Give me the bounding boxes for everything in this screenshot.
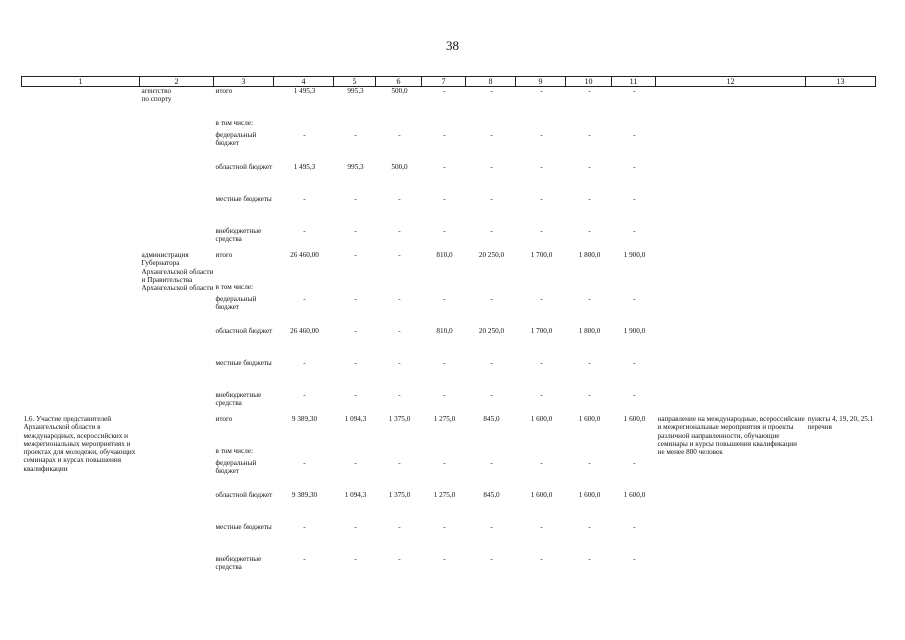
value-cell: - — [540, 359, 543, 367]
value-cell: - — [443, 391, 446, 399]
value-cell: 1 700,0 — [530, 251, 553, 259]
value-cell: 1 900,0 — [623, 251, 646, 259]
value-cell: 1 600,0 — [530, 491, 553, 499]
funding-source-cell: местные бюджеты — [215, 523, 272, 531]
funding-source-cell: в том числе: — [215, 283, 253, 291]
value-cell: - — [633, 87, 636, 95]
value-cell: - — [443, 459, 446, 467]
table-header — [22, 77, 876, 87]
funding-source-cell: внебюджетные средства — [215, 227, 262, 244]
value-cell: - — [633, 227, 636, 235]
value-cell: 995,3 — [347, 163, 364, 171]
value-cell: 500,0 — [391, 87, 408, 95]
value-cell: 1 275,0 — [433, 491, 456, 499]
value-cell: - — [303, 131, 306, 139]
value-cell — [566, 447, 612, 459]
column-number: 12 — [656, 77, 806, 87]
value-cell: 995,3 — [347, 87, 364, 95]
value-cell: - — [398, 523, 401, 531]
value-cell: - — [443, 359, 446, 367]
value-cell: - — [303, 359, 306, 367]
value-cell: - — [540, 195, 543, 203]
value-cell: 845,0 — [483, 415, 500, 423]
result-cell — [656, 251, 806, 415]
value-cell: - — [443, 295, 446, 303]
funding-source-cell: федеральный бюджет — [215, 295, 257, 312]
reference-cell — [806, 251, 876, 415]
value-cell: - — [633, 195, 636, 203]
value-cell: - — [443, 163, 446, 171]
value-cell — [334, 283, 376, 295]
value-cell: - — [490, 523, 493, 531]
result-cell — [656, 87, 806, 252]
funding-source-cell: местные бюджеты — [215, 195, 272, 203]
table-row — [22, 415, 876, 447]
column-number: 13 — [806, 77, 876, 87]
value-cell: 1 375,0 — [388, 491, 411, 499]
value-cell: 1 600,0 — [530, 415, 553, 423]
value-cell: 1 375,0 — [388, 415, 411, 423]
value-cell: - — [303, 227, 306, 235]
value-cell: - — [398, 251, 401, 259]
value-cell: - — [398, 295, 401, 303]
executor-cell — [140, 415, 214, 579]
value-cell: - — [443, 555, 446, 563]
value-cell: - — [490, 295, 493, 303]
column-number: 11 — [612, 77, 656, 87]
value-cell: - — [443, 227, 446, 235]
value-cell: - — [540, 295, 543, 303]
value-cell: - — [398, 195, 401, 203]
funding-source-cell: внебюджетные средства — [215, 391, 262, 408]
value-cell — [334, 447, 376, 459]
funding-source-cell: областной бюджет — [215, 327, 273, 335]
value-cell: 1 600,0 — [623, 415, 646, 423]
value-cell: - — [303, 523, 306, 531]
value-cell: - — [443, 87, 446, 95]
value-cell — [566, 283, 612, 295]
value-cell — [466, 283, 516, 295]
value-cell: - — [633, 555, 636, 563]
column-number: 3 — [214, 77, 274, 87]
value-cell: 810,0 — [436, 251, 453, 259]
value-cell: - — [490, 359, 493, 367]
value-cell: - — [354, 459, 357, 467]
value-cell — [516, 283, 566, 295]
value-cell: - — [354, 359, 357, 367]
value-cell: - — [354, 131, 357, 139]
value-cell — [334, 119, 376, 131]
value-cell: 1 094,3 — [344, 415, 367, 423]
value-cell: - — [588, 555, 591, 563]
value-cell: - — [633, 359, 636, 367]
value-cell: - — [443, 195, 446, 203]
value-cell — [376, 283, 422, 295]
value-cell: - — [398, 327, 401, 335]
value-cell: - — [303, 459, 306, 467]
value-cell: 20 250,0 — [478, 251, 505, 259]
table-body — [22, 87, 876, 580]
value-cell — [422, 447, 466, 459]
value-cell: 1 900,0 — [623, 327, 646, 335]
value-cell: 1 094,3 — [344, 491, 367, 499]
value-cell: - — [588, 523, 591, 531]
value-cell: - — [588, 227, 591, 235]
value-cell — [516, 447, 566, 459]
value-cell: 810,0 — [436, 327, 453, 335]
value-cell — [274, 283, 334, 295]
value-cell: - — [540, 227, 543, 235]
value-cell — [422, 119, 466, 131]
reference-cell: пункты 4, 19, 20, 25.1 перечня — [807, 415, 874, 432]
column-number: 4 — [274, 77, 334, 87]
value-cell — [274, 119, 334, 131]
value-cell — [612, 119, 656, 131]
value-cell: - — [588, 195, 591, 203]
funding-source-cell: в том числе: — [215, 447, 253, 455]
value-cell: - — [354, 555, 357, 563]
value-cell: - — [303, 195, 306, 203]
value-cell: 1 495,3 — [293, 163, 316, 171]
table-row — [22, 251, 876, 283]
value-cell: - — [398, 555, 401, 563]
funding-source-cell: в том числе: — [215, 119, 253, 127]
value-cell: - — [633, 523, 636, 531]
reference-cell — [806, 87, 876, 252]
value-cell: 1 600,0 — [578, 491, 601, 499]
table-row — [22, 87, 876, 120]
funding-source-cell: итого — [215, 87, 233, 95]
value-cell: 20 250,0 — [478, 327, 505, 335]
funding-source-cell: федеральный бюджет — [215, 459, 257, 476]
column-number: 5 — [334, 77, 376, 87]
funding-source-cell: внебюджетные средства — [215, 555, 262, 572]
column-number-row — [22, 77, 876, 87]
value-cell: - — [588, 87, 591, 95]
value-cell — [466, 447, 516, 459]
value-cell — [376, 119, 422, 131]
value-cell: - — [354, 195, 357, 203]
value-cell: - — [354, 251, 357, 259]
value-cell: - — [443, 131, 446, 139]
value-cell: - — [633, 295, 636, 303]
value-cell: 1 800,0 — [578, 251, 601, 259]
value-cell — [612, 447, 656, 459]
value-cell: - — [398, 359, 401, 367]
value-cell: 1 275,0 — [433, 415, 456, 423]
value-cell: - — [588, 131, 591, 139]
value-cell: - — [354, 227, 357, 235]
value-cell: - — [303, 391, 306, 399]
column-number: 1 — [22, 77, 140, 87]
funding-source-cell: итого — [215, 251, 233, 259]
activity-cell: 1.6. Участие представителей Архангельской области в международных, всероссийских и межрегиональных мероприятиях и проектах для молодежи, обучающих семинарах и курсах повышения квалификации — [23, 415, 136, 473]
column-number: 2 — [140, 77, 214, 87]
value-cell: - — [303, 555, 306, 563]
value-cell: 26 460,00 — [290, 327, 319, 335]
funding-source-cell: областной бюджет — [215, 163, 273, 171]
value-cell: - — [588, 163, 591, 171]
value-cell — [274, 447, 334, 459]
funding-source-cell: областной бюджет — [215, 491, 273, 499]
value-cell — [376, 447, 422, 459]
value-cell: - — [443, 523, 446, 531]
value-cell: - — [588, 359, 591, 367]
value-cell: - — [354, 327, 357, 335]
value-cell: 845,0 — [483, 491, 500, 499]
value-cell — [516, 119, 566, 131]
funding-source-cell: итого — [215, 415, 233, 423]
value-cell: - — [588, 391, 591, 399]
activity-cell — [22, 87, 140, 252]
column-number: 9 — [516, 77, 566, 87]
activity-cell — [22, 251, 140, 415]
value-cell: - — [398, 391, 401, 399]
value-cell: - — [633, 391, 636, 399]
budget-table — [21, 76, 876, 579]
column-number: 6 — [376, 77, 422, 87]
value-cell: 1 600,0 — [578, 415, 601, 423]
value-cell: - — [398, 459, 401, 467]
value-cell: - — [354, 523, 357, 531]
value-cell: - — [490, 131, 493, 139]
value-cell: 9 389,30 — [291, 491, 318, 499]
funding-source-cell: федеральный бюджет — [215, 131, 257, 148]
executor-cell: администрация Губернатора Архангельской области и Правительства Архангельской области — [141, 251, 214, 293]
value-cell: - — [303, 295, 306, 303]
value-cell: - — [540, 459, 543, 467]
funding-source-cell: местные бюджеты — [215, 359, 272, 367]
value-cell: - — [490, 555, 493, 563]
value-cell: 26 460,00 — [290, 251, 319, 259]
value-cell: 9 389,30 — [291, 415, 318, 423]
column-number: 10 — [566, 77, 612, 87]
value-cell: - — [490, 163, 493, 171]
page-number: 38 — [446, 38, 459, 53]
value-cell: 1 495,3 — [293, 87, 316, 95]
value-cell: - — [540, 391, 543, 399]
value-cell: - — [588, 295, 591, 303]
value-cell: - — [354, 295, 357, 303]
column-number: 7 — [422, 77, 466, 87]
value-cell: - — [490, 227, 493, 235]
value-cell: 1 800,0 — [578, 327, 601, 335]
value-cell: - — [398, 131, 401, 139]
value-cell: 500,0 — [391, 163, 408, 171]
value-cell: - — [588, 459, 591, 467]
value-cell: - — [398, 227, 401, 235]
value-cell — [422, 283, 466, 295]
value-cell — [566, 119, 612, 131]
value-cell: - — [633, 131, 636, 139]
value-cell: - — [633, 459, 636, 467]
value-cell: - — [490, 195, 493, 203]
value-cell: - — [540, 555, 543, 563]
column-number: 8 — [466, 77, 516, 87]
value-cell: - — [540, 131, 543, 139]
value-cell: 1 700,0 — [530, 327, 553, 335]
value-cell: - — [540, 523, 543, 531]
value-cell — [466, 119, 516, 131]
value-cell: - — [354, 391, 357, 399]
result-cell: направление на международные, всероссийские и межрегиональные мероприятия и проекты различной направленности, обучающие семинары и курсы повышения квалификации не менее 800 человек — [657, 415, 805, 457]
value-cell: 1 600,0 — [623, 491, 646, 499]
value-cell: - — [540, 87, 543, 95]
value-cell: - — [490, 87, 493, 95]
value-cell — [612, 283, 656, 295]
value-cell: - — [490, 391, 493, 399]
value-cell: - — [490, 459, 493, 467]
executor-cell: агентство по спорту — [141, 87, 172, 104]
value-cell: - — [540, 163, 543, 171]
value-cell: - — [633, 163, 636, 171]
